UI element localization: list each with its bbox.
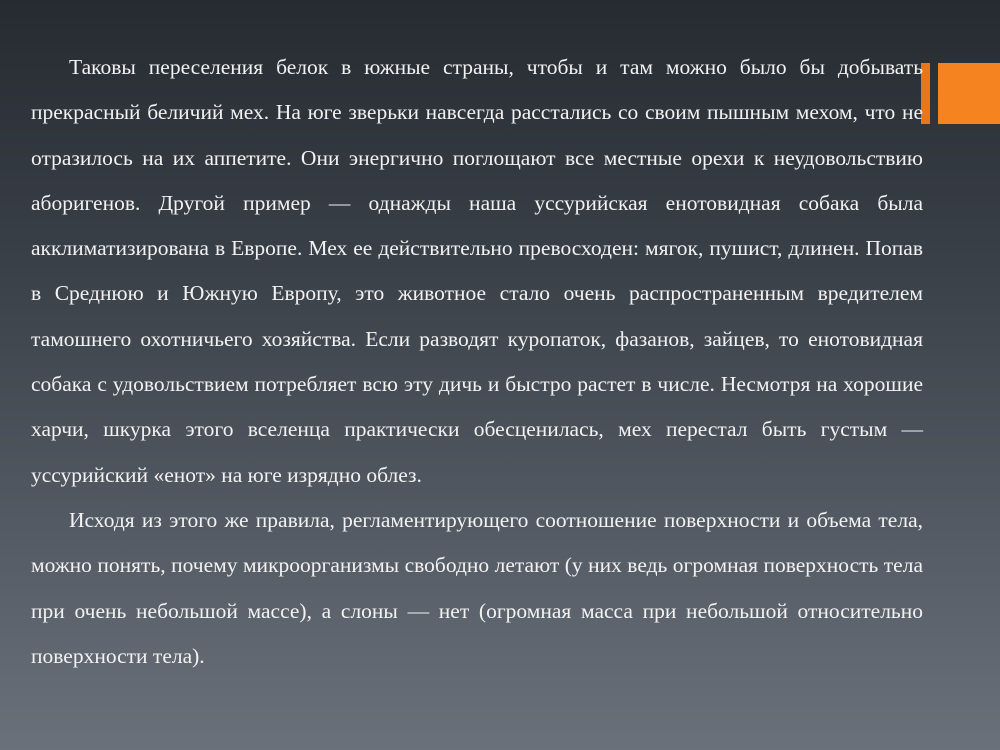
slide-text-body bbox=[31, 45, 923, 679]
paragraph-surface-volume-rule: Исходя из этого же правила, регламентирующего соотношение поверхности и объема тела, можно понять, почему микроорганизмы свободно летают (у них ведь огромная поверхность тела при очень небольшой массе), а слоны — нет (огромная масса при небольшой относительно поверхности тела). bbox=[31, 507, 923, 668]
accent-block bbox=[938, 63, 1000, 124]
paragraph-squirrels-raccoon-dog: Таковы переселения белок в южные страны, чтобы и там можно было бы добывать прекрасный беличий мех. На юге зверьки навсегда расстались со своим пышным мехом, что не отразилось на их аппетите. Они энергично поглощают все местные орехи к неудовольствию аборигенов. Другой пример — однажды наша уссурийская енотовидная собака была акклиматизирована в Европе. Мех ее действительно превосходен: мягок, пушист, длинен. Попав в Среднюю и Южную Европу, это животное стало очень распространенным вредителем тамошнего охотничьего хозяйства. Если разводят куропаток, фазанов, зайцев, то енотовидная собака с удовольствием потребляет всю эту дичь и быстро растет в числе. Несмотря на хорошие харчи, шкурка этого вселенца практически обесценилась, мех перестал быть густым — уссурийский «енот» на юге изрядно облез. bbox=[31, 55, 923, 487]
